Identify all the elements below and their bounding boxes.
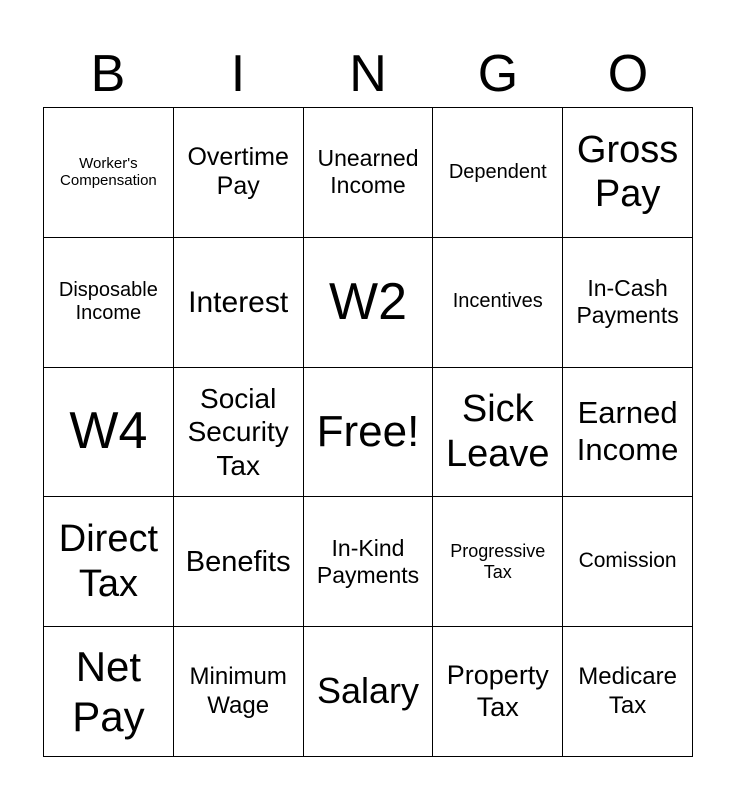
bingo-cell-label: Property Tax bbox=[446, 659, 549, 722]
header-letter-o: O bbox=[607, 45, 649, 103]
bingo-cell-label: Sick Leave bbox=[446, 388, 550, 475]
bingo-cell-r1c2[interactable] bbox=[174, 108, 304, 238]
bingo-cell-label: Incentives bbox=[452, 290, 543, 313]
bingo-cell-r5c5[interactable] bbox=[563, 627, 693, 757]
bingo-cell-r4c3[interactable] bbox=[304, 497, 434, 627]
bingo-cell-label: Free! bbox=[316, 407, 420, 457]
bingo-cell-label: Social Security Tax bbox=[187, 383, 289, 481]
bingo-cell-r1c1[interactable] bbox=[44, 108, 174, 238]
bingo-cell-r4c5[interactable] bbox=[563, 497, 693, 627]
bingo-cell-r4c2[interactable] bbox=[174, 497, 304, 627]
header-letter-b: B bbox=[90, 45, 126, 103]
bingo-cell-r3c4[interactable] bbox=[433, 368, 563, 498]
bingo-cell-label: Salary bbox=[316, 670, 420, 712]
bingo-cell-r1c3[interactable] bbox=[304, 108, 434, 238]
bingo-cell-label: In-Cash Payments bbox=[576, 275, 679, 329]
bingo-cell-r4c1[interactable] bbox=[44, 497, 174, 627]
bingo-cell-label: Direct Tax bbox=[58, 517, 159, 605]
bingo-cell-r1c4[interactable] bbox=[433, 108, 563, 238]
bingo-cell-r2c1[interactable] bbox=[44, 238, 174, 368]
bingo-cell-label: Unearned Income bbox=[317, 145, 419, 199]
bingo-cell-r4c4[interactable] bbox=[433, 497, 563, 627]
bingo-cell-r3c2[interactable] bbox=[174, 368, 304, 498]
bingo-cell-label: Disposable Income bbox=[58, 278, 158, 325]
bingo-cell-label: Earned Income bbox=[576, 395, 679, 467]
bingo-cell-label: Dependent bbox=[448, 160, 547, 183]
bingo-cell-label: Overtime Pay bbox=[187, 142, 289, 201]
header-letter-i: I bbox=[230, 45, 246, 103]
bingo-header bbox=[43, 44, 693, 104]
bingo-cell-r5c4[interactable] bbox=[433, 627, 563, 757]
bingo-cell-r5c1[interactable] bbox=[44, 627, 174, 757]
bingo-cell-label: Comission bbox=[578, 549, 677, 573]
bingo-cell-r3c1[interactable] bbox=[44, 368, 174, 498]
bingo-cell-label: Benefits bbox=[185, 545, 291, 578]
header-letter-g: G bbox=[477, 45, 519, 103]
bingo-cell-label: Gross Pay bbox=[576, 128, 679, 216]
bingo-cell-label: Minimum Wage bbox=[189, 663, 287, 719]
bingo-card-grid bbox=[43, 107, 693, 757]
bingo-cell-r2c3[interactable] bbox=[304, 238, 434, 368]
header-letter-n: N bbox=[349, 45, 387, 103]
bingo-cell-r5c2[interactable] bbox=[174, 627, 304, 757]
bingo-cell-label: Progressive Tax bbox=[450, 540, 546, 582]
bingo-cell-r2c5[interactable] bbox=[563, 238, 693, 368]
bingo-cell-r3c5[interactable] bbox=[563, 368, 693, 498]
bingo-cell-r2c4[interactable] bbox=[433, 238, 563, 368]
bingo-cell-r3c3[interactable] bbox=[304, 368, 434, 498]
bingo-cell-label: In-Kind Payments bbox=[316, 534, 420, 588]
bingo-cell-label: W4 bbox=[69, 402, 148, 461]
bingo-cell-r5c3[interactable] bbox=[304, 627, 434, 757]
bingo-cell-label: Worker's Compensation bbox=[60, 154, 157, 190]
bingo-cell-r1c5[interactable] bbox=[563, 108, 693, 238]
bingo-cell-label: W2 bbox=[328, 272, 407, 331]
bingo-cell-label: Net Pay bbox=[72, 643, 145, 740]
bingo-cell-label: Interest bbox=[188, 285, 289, 319]
bingo-cell-r2c2[interactable] bbox=[174, 238, 304, 368]
bingo-cell-label: Medicare Tax bbox=[578, 663, 677, 719]
